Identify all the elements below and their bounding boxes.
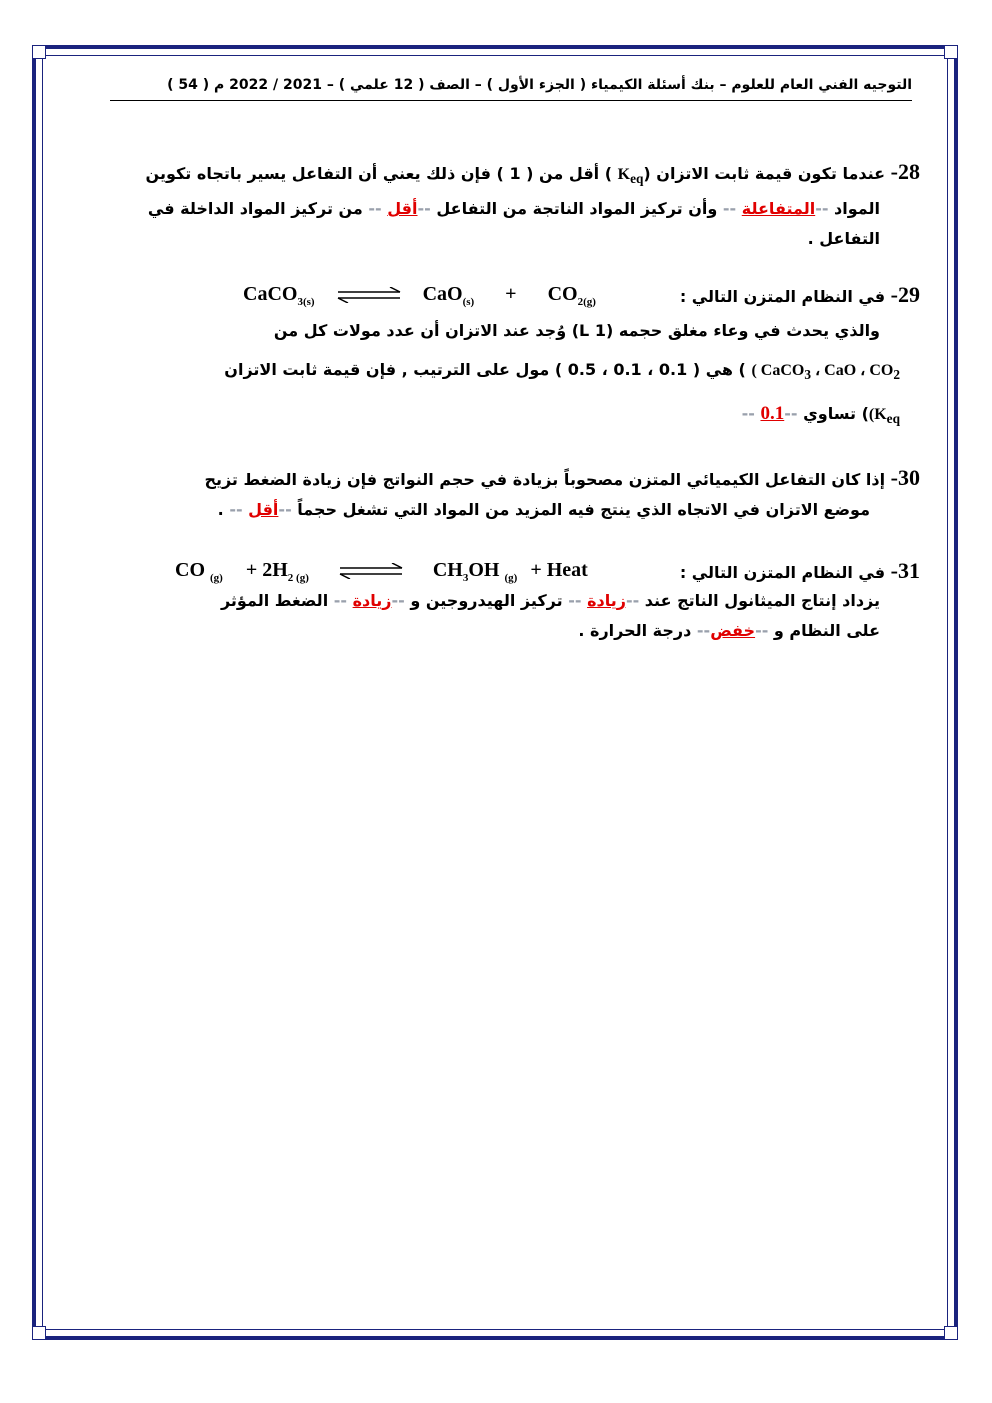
border-corner: [32, 45, 46, 59]
heat-term: + Heat: [530, 559, 588, 581]
question-text: إذا كان التفاعل الكيميائي المتزن مصحوباً بزيادة في حجم النواتج فإن زيادة الضغط تزيح: [204, 470, 886, 489]
question-text: التفاعل .: [807, 229, 880, 249]
keq-symbol: ($K_{eq}$: [868, 406, 900, 427]
reactant: CO $_{(g)}$: [175, 559, 223, 584]
answer-blank: زيادة: [587, 591, 626, 610]
reactant: CaCO$_{3(s)}$: [243, 283, 315, 308]
question-28: 28- عندما تكون قيمة ثابت الاتزان ($K_{eq}$ ) أقل من ( 1 ) فإن ذلك يعني أن التفاعل يسير باتجاه تكوين المواد --المتفاعلة -- وأن تركيز المواد الناتجة من التفاعل --أقل -- من تركيز المواد الداخلة في التفاعل .: [145, 159, 920, 249]
product: $CH_3OH$ $_{(g)}$: [432, 559, 518, 584]
question-text: ) أقل من ( 1 ) فإن ذلك يعني أن التفاعل يسير باتجاه تكوين: [145, 164, 618, 183]
keq-symbol: $K_{eq}$: [617, 166, 644, 187]
answer-blank: المتفاعلة: [741, 199, 816, 219]
header-text: التوجيه الفني العام للعلوم – بنك أسئلة الكيمياء ( الجزء الأول ) – الصف ( 12 علمي ) – 2021 / 2022 م ( 54 ): [167, 77, 912, 93]
question-number: 28-: [890, 159, 920, 184]
question-number: 30-: [890, 465, 920, 490]
page-header: [110, 74, 912, 101]
product: $CO_{2(g)}$: [547, 283, 596, 308]
border-corner: [32, 1326, 46, 1340]
answer-blank: خفض: [710, 621, 756, 640]
answer-blank: زيادة: [352, 591, 392, 610]
answer-blank: 0.1: [760, 403, 785, 425]
border-corner: [944, 45, 958, 59]
question-text: والذي يحدث في وعاء مغلق حجمه (1 L) وُجد عند الاتزان أن عدد مولات كل من: [273, 321, 880, 340]
answer-blank: أقل: [248, 500, 279, 519]
question-text: على النظام و: [768, 621, 880, 640]
question-number: 29-: [890, 282, 920, 307]
question-30: 30- إذا كان التفاعل الكيميائي المتزن مصحوباً بزيادة في حجم النواتج فإن زيادة الضغط تزيح موضع الاتزان في الاتجاه الذي ينتج فيه المزيد من المواد التي تشغل حجماً --أقل -- .: [204, 465, 920, 519]
question-number: 31-: [890, 558, 920, 583]
reactant: + $2H_{2 (g)}$: [245, 559, 309, 584]
equilibrium-arrow-icon: [334, 287, 404, 303]
question-text: يزداد إنتاج الميثانول الناتج عند: [639, 591, 880, 610]
species-list: ( CaCO$_3$ ، CaO ، $CO_2$: [751, 362, 900, 383]
question-text: في النظام المتزن التالي :: [679, 287, 886, 306]
border-corner: [944, 1326, 958, 1340]
equilibrium-arrow-icon: [336, 563, 406, 579]
question-29-body: والذي يحدث في وعاء مغلق حجمه (1 L) وُجد عند الاتزان أن عدد مولات كل من ( CaCO$_3$ ، CaO ، $CO_2$ ) هي ( 0.1 ، 0.1 ، 0.5 ) مول على الترتيب , فإن قيمة ثابت الاتزان $(K_{eq})$ تساوي --0.1 --: [60, 314, 900, 436]
question-31-body: يزداد إنتاج الميثانول الناتج عند --زيادة -- تركيز الهيدروجين و --زيادة -- الضغط المؤثر على النظام و --خفض-- درجة الحرارة .: [220, 591, 880, 640]
question-text: عندما تكون قيمة ثابت الاتزان (: [643, 164, 886, 183]
question-text: موضع الاتزان في الاتجاه الذي ينتج فيه المزيد من المواد التي تشغل حجماً: [291, 500, 870, 519]
question-text: في النظام المتزن التالي :: [679, 563, 886, 582]
equation-31: [175, 559, 588, 584]
product: CaO$_{(s)}$: [422, 283, 475, 308]
equation-29: CaCO$_{3(s)}$ $CaO_{(s)} + CO_{2(g)}$: [243, 283, 596, 308]
question-text: ) هي ( 0.1 ، 0.1 ، 0.5 ) مول على الترتيب , فإن قيمة ثابت الاتزان: [224, 360, 752, 379]
answer-blank: أقل: [387, 199, 418, 219]
